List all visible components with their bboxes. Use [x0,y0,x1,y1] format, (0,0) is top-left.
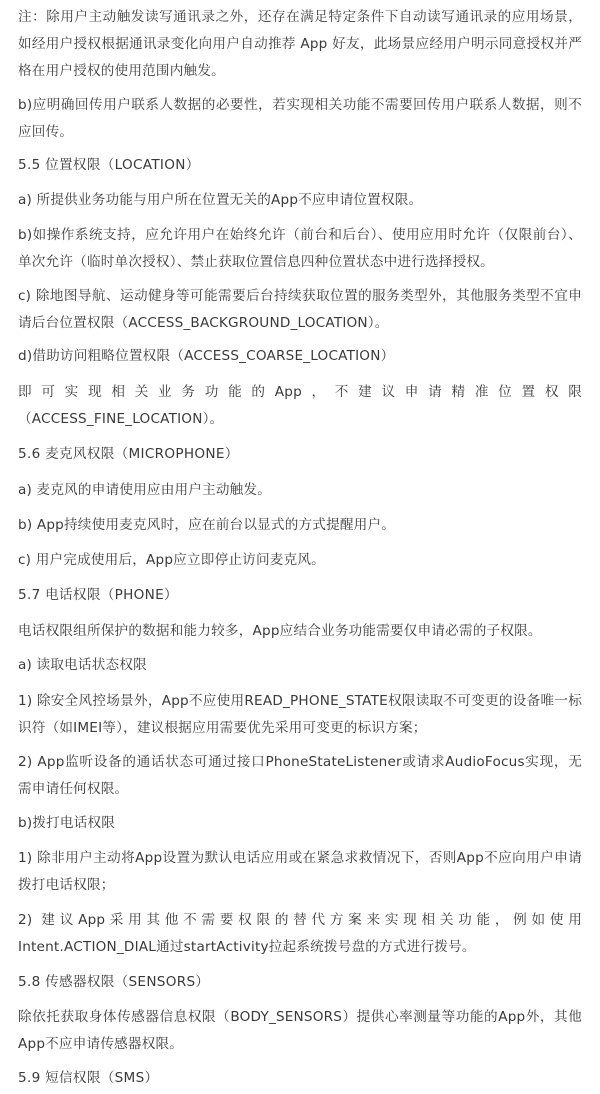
paragraph-contacts-b: b)应明确回传用户联系人数据的必要性，若实现相关功能不需要回传用户联系人数据，则不应回传。 [18,97,582,140]
paragraph-phone-b: b)拨打电话权限 [18,815,116,831]
paragraph-microphone-c: c) 用户完成使用后，App应立即停止访问麦克风。 [18,552,325,568]
paragraph-phone-b-2: 2) 建议App采用其他不需要权限的替代方案来实现相关功能，例如使用 [18,912,582,928]
paragraph-location-c: c) 除地图导航、运动健身等可能需要后台持续获取位置的服务类型外，其他服务类型不宜申请后台位置权限（ACCESS_BACKGROUND_LOCATION）。 [18,288,582,331]
paragraph-location-d-continued: 即可实现相关业务功能的App，不建议申请精准位置权限 [18,384,582,400]
section-heading-microphone: 5.6 麦克风权限（MICROPHONE） [18,446,239,462]
paragraph-phone-a-1: 1) 除安全风控场景外，App不应使用READ_PHONE_STATE权限读取不可变更的设备唯一标识符（如IMEI等），建议根据应用需要优先采用可变更的标识方案； [18,693,582,736]
note-paragraph: 注：除用户主动触发读写通讯录之外，还存在满足特定条件下自动读写通讯录的应用场景，如经用户授权根据通讯录变化向用户自动推荐 App 好友，此场景应经用户明示同意授权并严格在用户授权的使用范围内触发。 [18,9,582,79]
section-heading-sms: 5.9 短信权限（SMS） [18,1070,159,1086]
paragraph-phone-intro: 电话权限组所保护的数据和能力较多，App应结合业务功能需要仅申请必需的子权限。 [18,623,542,639]
paragraph-location-d-end: （ACCESS_FINE_LOCATION）。 [18,411,224,427]
paragraph-sensors: 除依托获取身体传感器信息权限（BODY_SENSORS）提供心率测量等功能的App外，其他App不应申请传感器权限。 [18,1009,582,1052]
paragraph-phone-a-2: 2) App监听设备的通话状态可通过接口PhoneStateListener或请求AudioFocus实现，无需申请任何权限。 [18,754,582,797]
paragraph-location-a: a) 所提供业务功能与用户所在位置无关的App不应申请位置权限。 [18,192,423,208]
paragraph-location-b: b)如操作系统支持，应允许用户在始终允许（前台和后台）、使用应用时允许（仅限前台）、单次允许（临时单次授权）、禁止获取位置信息四种位置状态中进行选择授权。 [18,227,582,270]
paragraph-microphone-a: a) 麦克风的申请使用应由用户主动触发。 [18,482,272,498]
paragraph-location-d: d)借助访问粗略位置权限（ACCESS_COARSE_LOCATION） [18,348,395,364]
paragraph-phone-b-2-end: Intent.ACTION_DIAL通过startActivity拉起系统拨号盘的方式进行拨号。 [18,939,476,955]
section-heading-location: 5.5 位置权限（LOCATION） [18,157,200,173]
paragraph-microphone-b: b) App持续使用麦克风时，应在前台以显式的方式提醒用户。 [18,517,396,533]
paragraph-phone-a: a) 读取电话状态权限 [18,657,147,673]
paragraph-phone-b-1: 1) 除非用户主动将App设置为默认电话应用或在紧急求救情况下，否则App不应向用户申请拨打电话权限； [18,850,582,893]
section-heading-phone: 5.7 电话权限（PHONE） [18,587,178,603]
section-heading-sensors: 5.8 传感器权限（SENSORS） [18,974,210,990]
